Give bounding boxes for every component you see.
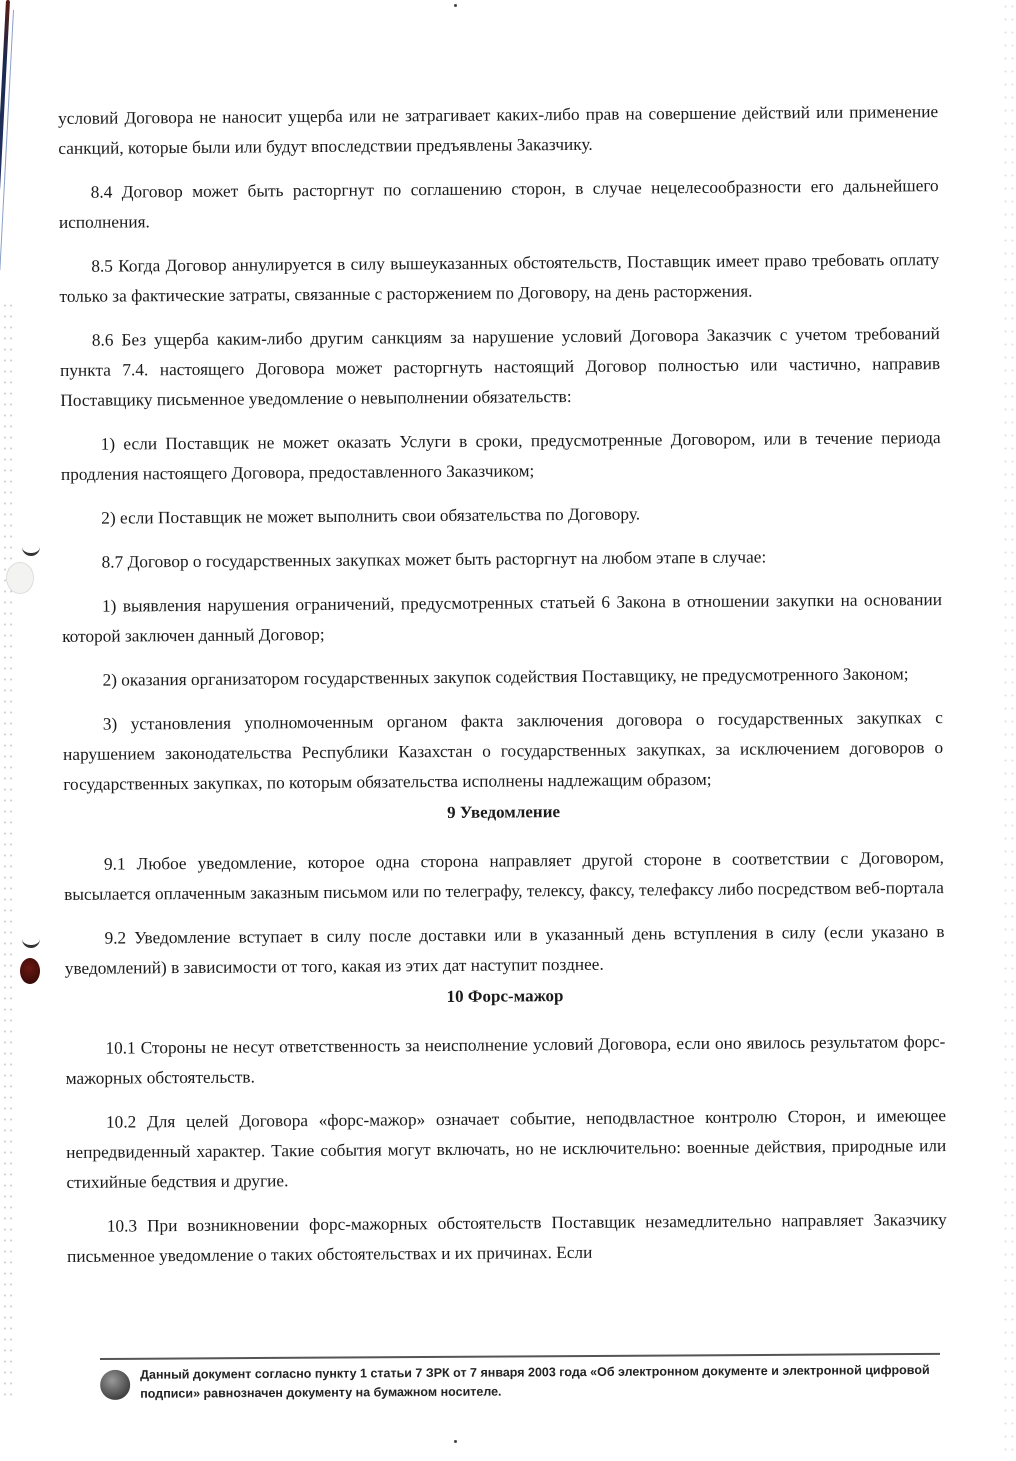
punch-hole-icon — [20, 958, 40, 984]
scan-speck — [454, 1440, 457, 1443]
scan-speck — [454, 4, 457, 7]
clause-8-7: 8.7 Договор о государственных закупках может быть расторгнут на любом этапе в случае: — [101, 547, 767, 572]
scan-noise-left — [2, 300, 16, 1400]
section-heading-10: 10 Форс-мажор — [446, 986, 564, 1006]
footer-row — [100, 1355, 940, 1404]
clause-10-1: 10.1 Стороны не несут ответственность за неисполнение условий Договора, если оно явилось результатом форс-мажорных обстоятельств. — [65, 1032, 946, 1088]
clause-9-1: 9.1 Любое уведомление, которое одна сторона направляет другой стороне в соответствии с Договором, высылается оплаченным заказным письмом или по телеграфу, телексу, факсу, телефаксу либо посредством веб-портала — [64, 848, 945, 904]
clause-8-4: 8.4 Договор может быть расторгнут по соглашению сторон, в случае нецелесообразности его дальнейшего исполнения. — [58, 176, 939, 232]
scan-noise-right — [1002, 0, 1016, 1461]
clause-8-6-item-2: 2) если Поставщик не может выполнить свои обязательства по Договору. — [101, 504, 641, 528]
document-page — [58, 97, 947, 1272]
section-heading-9: 9 Уведомление — [447, 802, 561, 822]
punch-hole-arc-icon — [22, 935, 40, 948]
footer-legal-text: Данный документ согласно пункту 1 статьи 7 ЗРК от 7 января 2003 года «Об электронном документе и электронной цифровой подписи» равнозначен документу на бумажном носителе. — [140, 1362, 930, 1401]
punch-hole-ghost-icon — [6, 562, 34, 594]
clause-9-2: 9.2 Уведомление вступает в силу после доставки или в указанный день вступления в силу (если указано в уведомлений) в зависимости от того, какая из этих дат наступит позднее. — [64, 922, 945, 978]
clause-10-3: 10.3 При возникновении форс-мажорных обстоятельств Поставщик незамедлительно направляет Заказчику письменное уведомление о таких обстоятельствах и их причинах. Если — [66, 1210, 947, 1266]
clause-8-6: 8.6 Без ущерба каким-либо другим санкциям за нарушение условий Договора Заказчик с учетом требований пункта 7.4. настоящего Договора может расторгнуть настоящий Договор полностью или частично, направив Поставщику письменное уведомление о невыполнении обязательств: — [60, 324, 941, 410]
clause-10-2: 10.2 Для целей Договора «форс-мажор» означает событие, неподвластное контролю Сторон, и имеющее непредвиденный характер. Такие события могут включать, но не исключительно: военные действия, природные или стихийные бедствия и другие. — [66, 1106, 947, 1192]
clause-8-6-item-1: 1) если Поставщик не может оказать Услуги в сроки, предусмотренные Договором, или в течение периода продления настоящего Договора, предоставленного Заказчиком; — [60, 428, 941, 484]
clause-8-7-item-3: 3) установления уполномоченным органом факта заключения договора о государственных закупках с нарушением законодательства Республики Казахстан о государственных закупках, за исключением договоров о государственных закупках, по которым обязательства исполнены надлежащим образом; — [63, 708, 944, 794]
e-signature-seal-icon — [100, 1370, 130, 1400]
paragraph-continuation: условий Договора не наносит ущерба или не затрагивает каких-либо прав на совершение действий или применение санкций, которые были или будут впоследствии предъявлены Заказчику. — [58, 102, 939, 158]
clause-8-5: 8.5 Когда Договор аннулируется в силу вышеуказанных обстоятельств, Поставщик имеет право требовать оплату только за фактические затраты, связанные с расторжением по Договору, на день расторжения. — [59, 250, 940, 306]
clause-8-7-item-2: 2) оказания организатором государственных закупок содействия Поставщику, не предусмотренного Законом; — [102, 664, 909, 690]
clause-8-7-item-1: 1) выявления нарушения ограничений, предусмотренных статьей 6 Закона в отношении закупки на основании которой заключен данный Договор; — [62, 590, 942, 646]
footer-notice — [100, 1353, 940, 1404]
punch-hole-arc-icon — [22, 543, 40, 556]
